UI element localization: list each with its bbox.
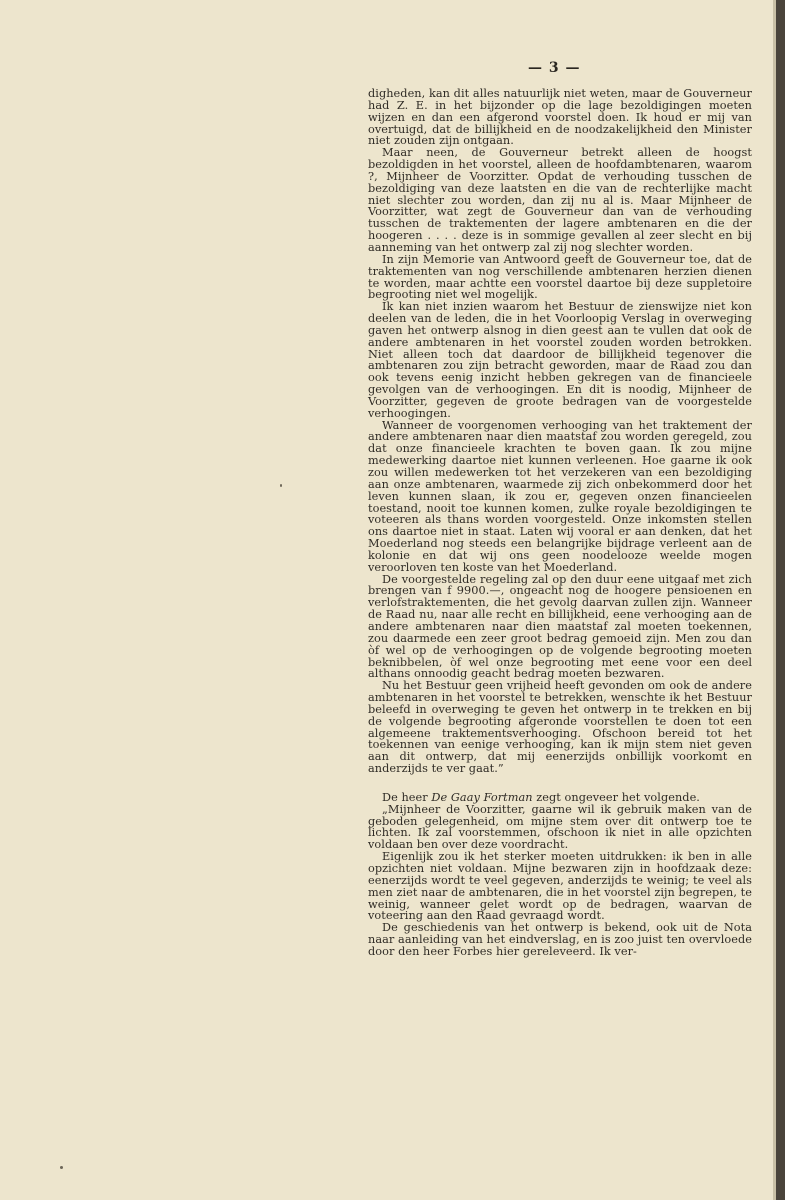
- paragraph: De voorgestelde regeling zal op den duur eene uitgaaf met zich brengen van f 9900.—, ongeacht nog de hoogere pensioenen en verlofstraktementen, die het gevolg daarvan zullen zijn. Wanneer de Raad nu, naar alle recht en billijkheid, eene verhooging aan de andere ambtenaren naar dien maatstaf zal moeten toekennen, zou daarmede een zeer groot bedrag gemoeid zijn. Men zou dan òf wel op de verhoogingen op de volgende begrooting moeten beknibbelen, òf wel onze begrooting met eene voor een deel althans onnoodig geacht bedrag moeten bezwaren.: [368, 572, 752, 681]
- body-text-column: [368, 88, 752, 958]
- paragraph: „Mijnheer de Voorzitter, gaarne wil ik gebruik maken van de geboden gelegenheid, om mijne stem over dit ontwerp toe te lichten. Ik zal voorstemmen, ofschoon ik niet in alle opzichten voldaan ben over deze voordracht.: [368, 802, 752, 852]
- paragraph: In zijn Memorie van Antwoord geeft de Gouverneur toe, dat de traktementen van nog verschillende ambtenaren herzien dienen te worden, maar achtte een voorstel daartoe bij deze suppletoire begrooting niet wel mogelijk.: [368, 252, 752, 302]
- paragraph: Eigenlijk zou ik het sterker moeten uitdrukken: ik ben in alle opzichten niet voldaan. Mijne bezwaren zijn in hoofdzaak deze: eenerzijds wordt te veel gegeven, anderzijds te weinig; te veel als men ziet naar de ambtenaren, die in het voorstel zijn begrepen, te weinig, wanneer gelet wordt op de bedragen, waarvan de voteering aan den Raad gevraagd wordt.: [368, 850, 752, 923]
- speaker-intro: [368, 792, 752, 804]
- paragraph: De geschiedenis van het ontwerp is bekend, ook uit de Nota naar aanleiding van het eindverslag, en is zoo juist ten overvloede door den heer Forbes hier gereleveerd. Ik ver-: [368, 921, 752, 958]
- speaker-intro-suffix: zegt ongeveer het volgende.: [532, 790, 700, 804]
- paper-speck: [60, 1166, 63, 1169]
- page-number: — 3 —: [528, 60, 581, 76]
- scan-border-dark: [776, 0, 785, 1200]
- paragraph: Nu het Bestuur geen vrijheid heeft gevonden om ook de andere ambtenaren in het voorstel te betrekken, wenschte ik het Bestuur beleefd in overweging te geven het ontwerp in te trekken en bij de volgende begrooting afgeronde voorstellen te doen tot een algemeene traktementsverhooging. Ofschoon bereid tot het toekennen van eenige verhooging, kan ik mijn stem niet geven aan dit ontwerp, dat mij eenerzijds onbillijk voorkomt en anderzijds te ver gaat.”: [368, 679, 752, 776]
- paragraph: Maar neen, de Gouverneur betrekt alleen de hoogst bezoldigden in het voorstel, alleen de hoofdambtenaren, waarom ?, Mijnheer de Voorzitter. Opdat de verhouding tusschen de bezoldiging van deze laatsten en die van de rechterlijke macht niet slechter zou worden, dan zij nu al is. Maar Mijnheer de Voorzitter, wat zegt de Gouverneur dan van de verhouding tusschen de traktementen der lagere ambtenaren en die der hoogeren . . . . deze is in sommige gevallen al zeer slecht en bij aanneming van het ontwerp zal zij nog slechter worden.: [368, 146, 752, 254]
- speaker-intro-prefix: De heer: [382, 790, 432, 804]
- paragraph: Wanneer de voorgenomen verhooging van het traktement der andere ambtenaren naar dien maatstaf zou worden geregeld, zou dat onze financieele krachten te boven gaan. Ik zou mijne medewerking daartoe niet kunnen verleenen. Hoe gaarne ik ook zou willen medewerken tot het verzekeren van een bezoldiging aan onze ambtenaren, waarmede zij zich onbekommerd door het leven kunnen slaan, ik zou er, gegeven onzen financieelen toestand, nooit toe kunnen komen, zulke royale bezoldigingen te voteeren als thans worden voorgesteld. Onze inkomsten stellen ons daartoe niet in staat. Laten wij vooral er aan denken, dat het Moederland nog steeds een belangrijke bijdrage verleent aan de kolonie en dat wij ons geen noodelooze weelde mogen veroorloven ten koste van het Moederland.: [368, 418, 752, 574]
- speaker-name: De Gaay Fortman: [431, 790, 533, 804]
- paragraph: digheden, kan dit alles natuurlijk niet weten, maar de Gouverneur had Z. E. in het bijzonder op die lage bezoldigingen moeten wijzen en dan een afgerond voorstel doen. Ik houd er mij van overtuigd, dat de billijkheid en de noodzakelijkheid den Minister niet zouden zijn ontgaan.: [368, 87, 752, 148]
- paper-speck: [280, 484, 282, 487]
- paragraph: Ik kan niet inzien waarom het Bestuur de zienswijze niet kon deelen van de leden, die in het Voorloopig Verslag in overweging gaven het ontwerp alsnog in dien geest aan te vullen dat ook de andere ambtenaren in het voorstel zouden worden betrokken. Niet alleen toch dat daardoor de billijkheid tegenover die ambtenaren zou zijn betracht geworden, maar de Raad zou dan ook tevens eenig inzicht hebben gekregen van de financieele gevolgen van de verhoogingen. En dit is noodig, Mijnheer de Voorzitter, gegeven de groote bedragen van de voorgestelde verhoogingen.: [368, 300, 752, 420]
- section-gap: [368, 775, 752, 792]
